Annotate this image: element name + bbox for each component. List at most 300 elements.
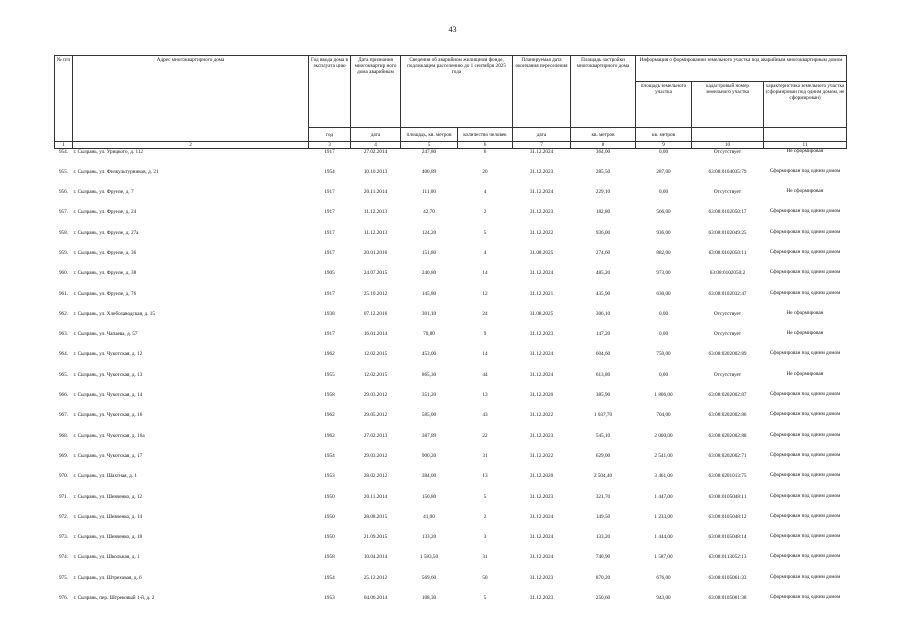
unit-empty-char xyxy=(764,128,847,142)
area-cell: 151,80 xyxy=(421,249,437,256)
cadastral-cell: Отсутствует xyxy=(713,371,742,378)
planned-date-cell: 31.12.2022 xyxy=(529,229,554,236)
recognition-date-cell: 10.10.2013 xyxy=(363,168,388,175)
row-number: 956. xyxy=(58,189,69,196)
people-cell: 43 xyxy=(482,412,488,419)
area-cell: 453,00 xyxy=(421,351,437,358)
address-cell: г. Сызрань, пер. Штрековый 1-й, д. 2 xyxy=(73,595,155,602)
build-area-cell: 2 504,40 xyxy=(593,473,613,480)
recognition-date-cell: 20.11.2014 xyxy=(363,493,388,500)
cadastral-cell: 63:08:0105048:14 xyxy=(708,534,747,541)
year-cell: 1950 xyxy=(324,513,335,520)
planned-date-cell: 31.12.2023 xyxy=(529,493,554,500)
year-cell: 1950 xyxy=(324,493,335,500)
people-cell: 22 xyxy=(482,432,488,439)
header-num: № п/п xyxy=(55,56,73,142)
people-cell: 2 xyxy=(483,513,487,520)
area-cell: 585,00 xyxy=(421,412,437,419)
recognition-date-cell: 27.02.2014 xyxy=(363,149,388,155)
header-land-area: площадь земельного участка xyxy=(636,82,692,128)
column-number: 10 xyxy=(692,142,764,149)
land-area-cell: 2 541,00 xyxy=(654,452,673,459)
land-char-cell: Сформирован под одним домом xyxy=(769,472,841,479)
recognition-date-cell: 28.02.2012 xyxy=(363,473,388,480)
year-cell: 1953 xyxy=(324,595,335,602)
area-cell: 111,00 xyxy=(422,189,436,196)
area-cell: 70,80 xyxy=(423,331,435,338)
land-char-cell: Не сформирован xyxy=(786,330,824,337)
address-cell: г. Сызрань, ул. Фрунзе, д. 27а xyxy=(73,229,139,236)
row-number: 965. xyxy=(58,371,69,378)
row-number: 963. xyxy=(58,331,69,338)
address-cell: г. Сызрань, ул. Штреховая, д. 6 xyxy=(73,574,142,581)
area-cell: 865,30 xyxy=(421,371,437,378)
column-number: 2 xyxy=(73,142,309,149)
recognition-date-cell: 28.08.2015 xyxy=(363,513,388,520)
table-row xyxy=(55,392,847,412)
year-cell: 1958 xyxy=(324,392,335,399)
year-cell: 1917 xyxy=(324,149,335,155)
area-cell: 145,80 xyxy=(421,290,437,297)
row-number: 975. xyxy=(58,574,69,581)
recognition-date-cell: 12.02.2015 xyxy=(363,371,388,378)
land-char-cell: Сформирован под одним домом xyxy=(769,248,841,255)
people-cell: 31 xyxy=(482,452,488,459)
unit-date: дата xyxy=(351,128,401,142)
row-number: 969. xyxy=(58,452,69,459)
table-row xyxy=(55,351,847,371)
column-number: 8 xyxy=(571,142,636,149)
people-cell: 12 xyxy=(482,290,488,297)
area-cell: 108,30 xyxy=(421,595,437,602)
table-row xyxy=(55,250,847,270)
table-row xyxy=(55,595,847,615)
build-area-cell: 285,50 xyxy=(595,168,611,175)
row-number: 967. xyxy=(58,412,69,419)
land-area-cell: 566,00 xyxy=(656,209,671,216)
build-area-cell: 364,00 xyxy=(595,149,611,155)
land-area-cell: 1 587,00 xyxy=(654,554,673,561)
recognition-date-cell: 04.06.2014 xyxy=(363,595,388,602)
header-address: Адрес многоквартирного дома xyxy=(73,56,309,142)
planned-date-cell: 31.12.2024 xyxy=(529,513,554,520)
header-build-area: Площадь застройки многоквартирного дома xyxy=(571,56,636,128)
land-area-cell: 0,00 xyxy=(658,310,669,317)
area-cell: 387,89 xyxy=(421,432,437,439)
header-info-group: Сведения об аварийном жилищном фонде, подлежащем расселению до 1 сентября 2025 года xyxy=(401,56,513,128)
address-cell: г. Сызрань, ул. Фрунзе, д. 38 xyxy=(73,270,137,277)
cadastral-cell: 63:08:0105048:12 xyxy=(708,513,747,520)
people-cell: 44 xyxy=(482,371,488,378)
people-cell: 13 xyxy=(482,392,488,399)
people-cell: 3 xyxy=(483,534,487,541)
year-cell: 1938 xyxy=(324,310,335,317)
recognition-date-cell: 29.05.2012 xyxy=(363,412,388,419)
page-number: 43 xyxy=(448,25,457,34)
area-cell: 41,00 xyxy=(423,513,435,520)
planned-date-cell: 31.12.2023 xyxy=(529,574,554,581)
land-area-cell: 676,00 xyxy=(656,574,671,581)
cadastral-cell: 63:08:0104035:79 xyxy=(708,168,747,175)
row-number: 959. xyxy=(58,249,69,256)
planned-date-cell: 31.12.2024 xyxy=(529,554,554,561)
land-char-cell: Сформирован под одним домом xyxy=(769,289,841,296)
land-area-cell: 936,00 xyxy=(656,229,671,236)
build-area-cell: 545,10 xyxy=(595,432,611,439)
planned-date-cell: 31.12.2024 xyxy=(529,351,554,358)
table-row xyxy=(55,514,847,534)
cadastral-cell: 63:08:0102050:11 xyxy=(708,249,747,256)
area-cell: 150,80 xyxy=(421,493,437,500)
people-cell: 24 xyxy=(482,310,488,317)
area-cell: 301,10 xyxy=(421,310,437,317)
planned-date-cell: 31.12.2023 xyxy=(529,432,554,439)
row-number: 958. xyxy=(58,229,69,236)
cadastral-cell: Отсутствует xyxy=(713,149,742,155)
build-area-cell: 485,20 xyxy=(595,270,611,277)
planned-date-cell: 31.12.2023 xyxy=(529,595,554,602)
land-char-cell: Не сформирован xyxy=(786,148,824,154)
row-number: 976. xyxy=(58,595,69,602)
people-cell: 20 xyxy=(482,168,488,175)
land-char-cell: Сформирован под одним домом xyxy=(769,451,841,458)
land-area-cell: 630,00 xyxy=(656,290,671,297)
year-cell: 1905 xyxy=(324,270,335,277)
year-cell: 1917 xyxy=(324,290,335,297)
build-area-cell: 229,10 xyxy=(595,189,611,196)
build-area-cell: 1 037,70 xyxy=(593,412,613,419)
people-cell: 5 xyxy=(483,229,487,236)
unit-area: площадь, кв. метров xyxy=(401,128,458,142)
cadastral-cell: 63:08:0202002:89 xyxy=(708,351,747,358)
header-cadastral: кадастровый номер земельного участка xyxy=(692,82,764,128)
unit-planned: дата xyxy=(513,128,571,142)
area-cell: 384,00 xyxy=(421,473,437,480)
column-number: 11 xyxy=(764,142,847,149)
area-cell: 247,80 xyxy=(421,149,437,155)
planned-date-cell: 31.12.2023 xyxy=(529,331,554,338)
planned-date-cell: 31.12.2024 xyxy=(529,189,554,196)
planned-date-cell: 31.12.2024 xyxy=(529,270,554,277)
build-area-cell: 149,50 xyxy=(595,513,611,520)
address-cell: г. Сызрань, ул. Шевченко, д. 12 xyxy=(73,493,143,500)
planned-date-cell: 31.12.2020 xyxy=(529,392,554,399)
table-row xyxy=(55,534,847,554)
year-cell: 1962 xyxy=(324,412,335,419)
build-area-cell: 629,00 xyxy=(595,452,611,459)
planned-date-cell: 31.12.2024 xyxy=(529,371,554,378)
cadastral-cell: Отсутствует xyxy=(713,310,742,317)
row-number: 974. xyxy=(58,554,69,561)
table-row xyxy=(55,270,847,290)
recognition-date-cell: 20.01.2016 xyxy=(363,249,388,256)
row-number: 960. xyxy=(58,270,69,277)
land-char-cell: Сформирован под одним домом xyxy=(769,208,841,215)
land-area-cell: 1 233,00 xyxy=(654,513,673,520)
area-cell: 42,70 xyxy=(423,209,435,216)
year-cell: 1950 xyxy=(324,534,335,541)
header-planned: Планируемая дата окончания переселения xyxy=(513,56,571,128)
land-char-cell: Сформирован под одним домом xyxy=(769,533,841,540)
column-number: 1 xyxy=(55,142,73,149)
people-cell: 4 xyxy=(483,249,487,256)
address-cell: г. Сызрань, ул. Фрунзе, д. 76 xyxy=(73,290,137,297)
year-cell: 1954 xyxy=(324,574,335,581)
build-area-cell: 250,60 xyxy=(595,595,611,602)
cadastral-cell: Отсутствует xyxy=(713,189,742,196)
cadastral-cell: Отсутствует xyxy=(713,331,742,338)
year-cell: 1917 xyxy=(324,249,335,256)
table-row xyxy=(55,169,847,189)
land-char-cell: Сформирован под одним домом xyxy=(769,431,841,438)
year-cell: 1962 xyxy=(324,351,335,358)
land-char-cell: Сформирован под одним домом xyxy=(769,594,841,601)
address-cell: г. Сызрань, ул. Фрунзе, д. 36 xyxy=(73,249,137,256)
land-area-cell: 3 461,00 xyxy=(654,473,673,480)
unit-people: количество человек xyxy=(458,128,513,142)
land-area-cell: 750,00 xyxy=(656,351,671,358)
year-cell: 1917 xyxy=(324,189,335,196)
build-area-cell: 306,10 xyxy=(595,310,611,317)
year-cell: 1955 xyxy=(324,371,335,378)
recognition-date-cell: 29.03.2012 xyxy=(363,392,388,399)
land-area-cell: 0,00 xyxy=(658,331,669,338)
column-number: 5 xyxy=(401,142,458,149)
people-cell: 14 xyxy=(482,351,488,358)
emergency-housing-table xyxy=(54,55,847,615)
recognition-date-cell: 10.04.2014 xyxy=(363,554,388,561)
address-cell: г. Сызрань, ул. Чукотская, д. 16 xyxy=(73,412,143,419)
land-char-cell: Не сформирован xyxy=(786,370,824,377)
planned-date-cell: 31.12.2020 xyxy=(529,473,554,480)
area-cell: 1 583,50 xyxy=(419,554,439,561)
recognition-date-cell: 29.03.2012 xyxy=(363,452,388,459)
land-area-cell: 1 447,00 xyxy=(654,493,673,500)
recognition-date-cell: 21.09.2015 xyxy=(363,534,388,541)
table-row xyxy=(55,189,847,209)
cadastral-cell: 63:08:0102050:17 xyxy=(708,209,747,216)
table-row xyxy=(55,575,847,595)
table-row xyxy=(55,473,847,493)
address-cell: г. Сызрань, ул. Чукотская, д. 12 xyxy=(73,351,143,358)
cadastral-cell: 63:08:0105061:38 xyxy=(708,595,747,602)
build-area-cell: 604,60 xyxy=(595,351,611,358)
land-area-cell: 287,00 xyxy=(656,168,671,175)
cadastral-cell: 63:08:0102032:47 xyxy=(708,290,747,297)
recognition-date-cell: 20.11.2014 xyxy=(363,189,388,196)
cadastral-cell: 63:08:0102050:2 xyxy=(709,270,746,277)
header-land-char: характеристика земельного участка (сформирован под одним домом, не сформирован) xyxy=(764,82,847,128)
column-number: 7 xyxy=(513,142,571,149)
land-char-cell: Сформирован под одним домом xyxy=(769,228,841,235)
header-date-recognition: Дата признания многоквартир ного дома аварийным xyxy=(351,56,401,128)
table-row xyxy=(55,494,847,514)
planned-date-cell: 31.12.2021 xyxy=(529,290,554,297)
table-row xyxy=(55,209,847,229)
land-char-cell: Сформирован под одним домом xyxy=(769,350,841,357)
address-cell: г. Сызрань, ул. Фрунзе, д. 24 xyxy=(73,209,137,216)
row-number: 966. xyxy=(58,392,69,399)
cadastral-cell: 63:08:0102049:25 xyxy=(708,229,747,236)
area-cell: 133,20 xyxy=(421,534,437,541)
recognition-date-cell: 11.12.2013 xyxy=(363,229,388,236)
housing-table-sheet xyxy=(54,55,846,615)
year-cell: 1917 xyxy=(324,229,335,236)
row-number: 968. xyxy=(58,432,69,439)
cadastral-cell: 63:08:0202002:86 xyxy=(708,412,747,419)
cadastral-cell: 63:08:0201013:75 xyxy=(708,473,747,480)
year-cell: 1917 xyxy=(324,209,335,216)
unit-build-area: кв. метров xyxy=(571,128,636,142)
land-area-cell: 0,00 xyxy=(658,189,669,196)
unit-empty-cadastral xyxy=(692,128,764,142)
area-cell: 124,20 xyxy=(421,229,437,236)
build-area-cell: 385,90 xyxy=(595,392,611,399)
land-char-cell: Сформирован под одним домом xyxy=(769,492,841,499)
header-year: Год ввода дома в эксплуата цию xyxy=(309,56,351,128)
recognition-date-cell: 27.02.2013 xyxy=(363,432,388,439)
recognition-date-cell: 12.02.2015 xyxy=(363,351,388,358)
cadastral-cell: 63:08:0202002:71 xyxy=(708,452,747,459)
header-land-group: Информация о формировании земельного участка под аварийным многоквартирным домом xyxy=(636,56,847,82)
planned-date-cell: 31.12.2024 xyxy=(529,149,554,155)
table-row xyxy=(55,372,847,392)
planned-date-cell: 31.12.2022 xyxy=(529,412,554,419)
area-cell: 240,80 xyxy=(421,270,437,277)
recognition-date-cell: 07.12.2016 xyxy=(363,310,388,317)
address-cell: г. Сызрань, ул. Шевченко, д. 18 xyxy=(73,534,143,541)
build-area-cell: 435,90 xyxy=(595,290,611,297)
table-header xyxy=(55,56,847,149)
build-area-cell: 613,80 xyxy=(595,371,611,378)
people-cell: 5 xyxy=(483,493,487,500)
address-cell: г. Сызрань, ул. Фрунзе, д. 7 xyxy=(73,189,134,196)
table-row xyxy=(55,433,847,453)
table-body xyxy=(55,149,847,616)
build-area-cell: 936,00 xyxy=(595,229,611,236)
column-number-row xyxy=(55,142,847,149)
people-cell: 50 xyxy=(482,574,488,581)
year-cell: 1962 xyxy=(324,432,335,439)
area-cell: 351,20 xyxy=(421,392,437,399)
year-cell: 1954 xyxy=(324,168,335,175)
year-cell: 1954 xyxy=(324,452,335,459)
recognition-date-cell: 11.12.2013 xyxy=(363,209,388,216)
land-area-cell: 1 806,00 xyxy=(654,392,673,399)
land-area-cell: 704,00 xyxy=(656,412,671,419)
address-cell: г. Сызрань, ул. Школьная, д. 1 xyxy=(73,554,140,561)
people-cell: 6 xyxy=(483,149,487,155)
area-cell: 400,89 xyxy=(421,168,437,175)
table-row xyxy=(55,412,847,432)
land-area-cell: 0,00 xyxy=(658,149,669,155)
build-area-cell: 870,20 xyxy=(595,574,611,581)
address-cell: г. Сызрань, ул. Шевченко, д. 14 xyxy=(73,513,143,520)
unit-year: год xyxy=(309,128,351,142)
land-char-cell: Сформирован под одним домом xyxy=(769,269,841,276)
row-number: 972. xyxy=(58,513,69,520)
land-char-cell: Сформирован под одним домом xyxy=(769,553,841,560)
land-area-cell: 2 000,00 xyxy=(654,432,673,439)
people-cell: 14 xyxy=(482,270,488,277)
row-number: 957. xyxy=(58,209,69,216)
cadastral-cell: 63:08:0105048:11 xyxy=(708,493,747,500)
row-number: 961. xyxy=(58,290,69,297)
people-cell: 13 xyxy=(482,473,488,480)
column-number: 9 xyxy=(636,142,692,149)
year-cell: 1958 xyxy=(324,554,335,561)
people-cell: 9 xyxy=(483,331,487,338)
build-area-cell: 321,70 xyxy=(595,493,611,500)
land-char-cell: Сформирован под одним домом xyxy=(769,167,841,174)
planned-date-cell: 31.08.2025 xyxy=(529,310,554,317)
row-number: 973. xyxy=(58,534,69,541)
cadastral-cell: 63:08:0113052:13 xyxy=(708,554,747,561)
year-cell: 1953 xyxy=(324,473,335,480)
land-char-cell: Сформирован под одним домом xyxy=(769,573,841,580)
land-char-cell: Сформирован под одним домом xyxy=(769,411,841,418)
land-char-cell: Не сформирован xyxy=(786,309,824,316)
planned-date-cell: 31.08.2025 xyxy=(529,249,554,256)
row-number: 962. xyxy=(58,310,69,317)
people-cell: 2 xyxy=(483,209,487,216)
recognition-date-cell: 25.12.2012 xyxy=(363,574,388,581)
address-cell: г. Сызрань, ул. Чапаева, д. 57 xyxy=(73,331,138,338)
recognition-date-cell: 25.10.2012 xyxy=(363,290,388,297)
column-number: 6 xyxy=(458,142,513,149)
address-cell: г. Сызрань, ул. Чукотская, д. 14 xyxy=(73,392,143,399)
land-char-cell: Не сформирован xyxy=(786,188,824,195)
people-cell: 5 xyxy=(483,595,487,602)
table-row xyxy=(55,149,847,169)
build-area-cell: 133,20 xyxy=(595,534,611,541)
table-row xyxy=(55,453,847,473)
land-char-cell: Сформирован под одним домом xyxy=(769,512,841,519)
table-row xyxy=(55,311,847,331)
table-row xyxy=(55,291,847,311)
table-row xyxy=(55,230,847,250)
address-cell: г. Сызрань, ул. Шахтная, д. 1 xyxy=(73,473,137,480)
area-cell: 900,20 xyxy=(421,452,437,459)
table-row xyxy=(55,554,847,574)
recognition-date-cell: 16.01.2014 xyxy=(363,331,388,338)
planned-date-cell: 31.12.2023 xyxy=(529,209,554,216)
planned-date-cell: 31.12.2023 xyxy=(529,168,554,175)
unit-land-area: кв. метров xyxy=(636,128,692,142)
address-cell: г. Сызрань, ул. Чукотская, д. 13 xyxy=(73,371,143,378)
row-number: 955. xyxy=(58,168,69,175)
land-area-cell: 0,00 xyxy=(658,371,669,378)
land-area-cell: 943,00 xyxy=(656,595,671,602)
people-cell: 31 xyxy=(482,554,488,561)
address-cell: г. Сызрань, ул. Хлебозаводская, д. 15 xyxy=(73,310,155,317)
row-number: 971. xyxy=(58,493,69,500)
column-number: 4 xyxy=(351,142,401,149)
address-cell: г. Сызрань, ул. Физкультурников, д. 21 xyxy=(73,168,159,175)
build-area-cell: 274,60 xyxy=(595,249,611,256)
table-row xyxy=(55,331,847,351)
area-cell: 569,60 xyxy=(421,574,437,581)
year-cell: 1917 xyxy=(324,331,335,338)
land-area-cell: 973,00 xyxy=(656,270,671,277)
row-number: 970. xyxy=(58,473,69,480)
land-area-cell: 882,00 xyxy=(656,249,671,256)
cadastral-cell: 63:08:0105061:33 xyxy=(708,574,747,581)
planned-date-cell: 31.12.2022 xyxy=(529,452,554,459)
column-number: 3 xyxy=(309,142,351,149)
planned-date-cell: 31.12.2024 xyxy=(529,534,554,541)
people-cell: 4 xyxy=(483,189,487,196)
